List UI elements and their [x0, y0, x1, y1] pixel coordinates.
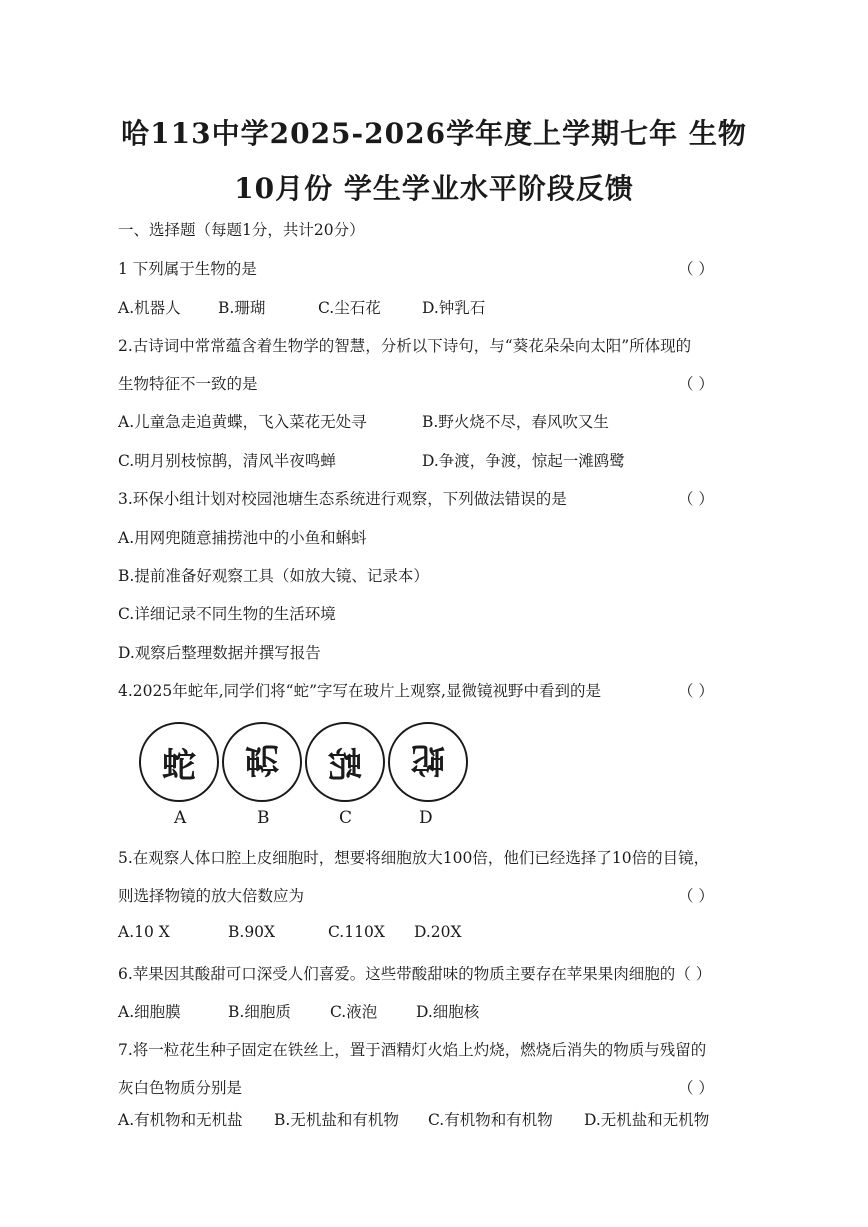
answer-bracket: （ ）	[678, 682, 714, 700]
answer-bracket: （ ）	[678, 260, 714, 278]
glyph-upright: 蛇	[162, 745, 196, 786]
q1-option-b: B.珊瑚	[218, 299, 266, 317]
answer-bracket: （ ）	[678, 490, 714, 508]
question-1-stem: 1 下列属于生物的是	[118, 260, 257, 278]
microscope-view-c	[305, 722, 385, 802]
q6-option-b: B.细胞质	[228, 1003, 291, 1021]
q2-option-c: C.明月别枝惊鹊，清风半夜鸣蝉	[118, 452, 336, 470]
microscope-view-d	[388, 722, 468, 802]
q3-option-b: B.提前准备好观察工具（如放大镜、记录本）	[118, 567, 429, 585]
question-4-stem: 4.2025年蛇年,同学们将“蛇”字写在玻片上观察,显微镜视野中看到的是	[118, 682, 601, 700]
section-heading: 一、选择题（每题1分，共计20分）	[118, 221, 365, 239]
glyph-flipped-horizontal: 蛇	[328, 745, 362, 786]
q2-option-d: D.争渡，争渡，惊起一滩鸥鹭	[422, 452, 625, 470]
q6-option-d: D.细胞核	[416, 1003, 480, 1021]
q3-option-a: A.用网兜随意捕捞池中的小鱼和蝌蚪	[118, 529, 367, 547]
glyph-rotated-180: 蛇	[411, 738, 445, 779]
question-7-stem-line1: 7.将一粒花生种子固定在铁丝上，置于酒精灯火焰上灼烧，燃烧后消失的物质与残留的	[118, 1041, 707, 1059]
q6-option-a: A.细胞膜	[118, 1003, 181, 1021]
view-label-b: B	[257, 808, 270, 828]
answer-bracket: （ ）	[678, 1079, 714, 1097]
q2-option-a: A.儿童急走追黄蝶，飞入菜花无处寻	[118, 413, 367, 431]
question-3-stem: 3.环保小组计划对校园池塘生态系统进行观察，下列做法错误的是	[118, 490, 567, 508]
question-2-stem-line2: 生物特征不一致的是	[118, 375, 258, 393]
q3-option-c: C.详细记录不同生物的生活环境	[118, 605, 336, 623]
view-label-a: A	[174, 808, 187, 828]
exam-title-line1: 哈113中学2025-2026学年度上学期七年 生物	[121, 117, 747, 150]
question-5-stem-line1: 5.在观察人体口腔上皮细胞时，想要将细胞放大100倍，他们已经选择了10倍的目镜，	[118, 849, 710, 867]
answer-bracket: （ ）	[678, 887, 714, 905]
q1-option-c: C.尘石花	[318, 299, 381, 317]
q5-option-b: B.90X	[228, 923, 276, 941]
microscope-view-a	[139, 722, 219, 802]
q7-option-c: C.有机物和有机物	[428, 1111, 553, 1129]
question-7-stem-line2: 灰白色物质分别是	[118, 1079, 243, 1097]
glyph-flipped-vertical: 蛇	[245, 738, 279, 779]
q2-option-b: B.野火烧不尽，春风吹又生	[422, 413, 609, 431]
question-5-stem-line2: 则选择物镜的放大倍数应为	[118, 887, 305, 905]
exam-title-line2: 10月份 学生学业水平阶段反馈	[234, 172, 634, 205]
q7-option-a: A.有机物和无机盐	[118, 1111, 243, 1129]
q3-option-d: D.观察后整理数据并撰写报告	[118, 644, 321, 662]
q7-option-d: D.无机盐和无机物	[584, 1111, 710, 1129]
q5-option-a: A.10 X	[118, 923, 170, 941]
q5-option-c: C.110X	[328, 923, 385, 941]
view-label-d: D	[419, 808, 433, 828]
q5-option-d: D.20X	[414, 923, 462, 941]
microscope-view-b	[222, 722, 302, 802]
q7-option-b: B.无机盐和有机物	[274, 1111, 399, 1129]
q1-option-d: D.钟乳石	[422, 299, 486, 317]
q1-option-a: A.机器人	[118, 299, 181, 317]
view-label-c: C	[339, 808, 353, 828]
question-2-stem-line1: 2.古诗词中常常蕴含着生物学的智慧，分析以下诗句，与“葵花朵朵向太阳”所体现的	[118, 337, 692, 355]
q6-option-c: C.液泡	[330, 1003, 378, 1021]
answer-bracket: （ ）	[678, 375, 714, 393]
question-6-stem: 6.苹果因其酸甜可口深受人们喜爱。这些带酸甜味的物质主要存在苹果果肉细胞的（ ）	[118, 965, 712, 983]
